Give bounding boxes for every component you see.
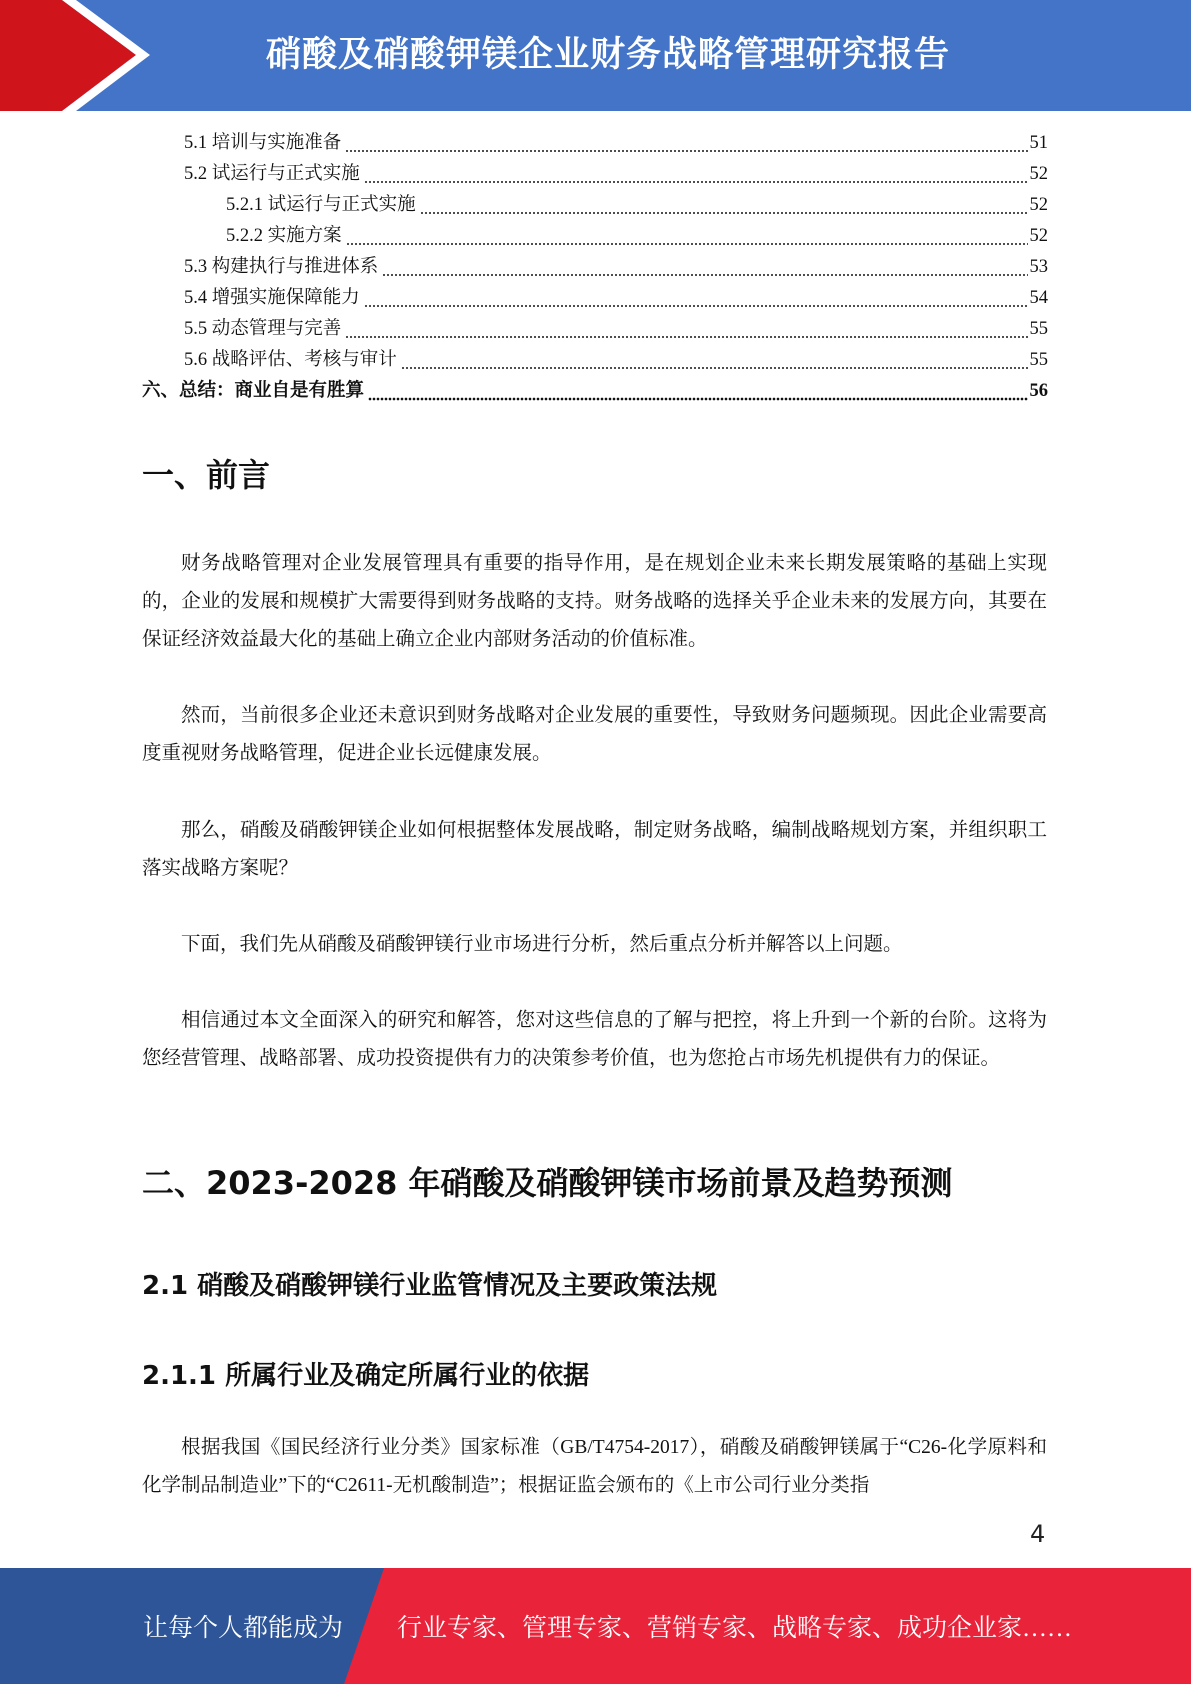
section-heading: 二、2023-2028 年硝酸及硝酸钾镁市场前景及趋势预测 [142,1164,953,1202]
toc-leader-dots [401,345,1028,376]
toc-entry[interactable] [142,252,1048,283]
toc-label: 5.3 构建执行与推进体系 [184,257,379,277]
toc-leader-dots [420,190,1028,221]
toc-entry[interactable] [142,345,1048,376]
subsection-heading: 2.1.1 所属行业及确定所属行业的依据 [142,1361,590,1391]
toc-label: 5.2.1 试运行与正式实施 [226,195,416,215]
toc-leader-dots [346,221,1028,252]
footer-slogan-right: 行业专家、管理专家、营销专家、战略专家、成功企业家…… [397,1615,1073,1642]
footer-slogan-left: 让每个人都能成为 [143,1615,344,1642]
toc-entry[interactable] [142,314,1048,345]
toc-entry[interactable] [142,283,1048,314]
toc-leader-dots [364,159,1028,190]
paragraph: 然而，当前很多企业还未意识到财务战略对企业发展的重要性，导致财务问题频现。因此企业需要高度重视财务战略管理，促进企业长远健康发展。 [142,705,1047,764]
paragraph: 财务战略管理对企业发展管理具有重要的指导作用，是在规划企业未来长期发展策略的基础上实现的，企业的发展和规模扩大需要得到财务战略的支持。财务战略的选择关乎企业未来的发展方向，其要在保证经济效益最大化的基础上确立企业内部财务活动的价值标准。 [142,553,1047,650]
footer-banner [0,1568,1191,1684]
toc-page: 52 [1029,164,1048,184]
subsection-heading: 2.1 硝酸及硝酸钾镁行业监管情况及主要政策法规 [142,1271,718,1301]
toc-page: 52 [1029,226,1048,246]
toc-entry[interactable] [142,190,1048,221]
toc-page: 54 [1029,288,1048,308]
paragraph: 相信通过本文全面深入的研究和解答，您对这些信息的了解与把控，将上升到一个新的台阶。这将为您经营管理、战略部署、成功投资提供有力的决策参考价值，也为您抢占市场先机提供有力的保证。 [142,1010,1047,1069]
toc-label: 5.6 战略评估、考核与审计 [184,350,397,370]
header-banner [0,0,1191,111]
paragraph: 下面，我们先从硝酸及硝酸钾镁行业市场进行分析，然后重点分析并解答以上问题。 [181,934,903,955]
paragraph: 那么，硝酸及硝酸钾镁企业如何根据整体发展战略，制定财务战略，编制战略规划方案，并组织职工落实战略方案呢？ [142,820,1047,879]
paragraph: 根据我国《国民经济行业分类》国家标准（GB/T4754-2017），硝酸及硝酸钾镁属于“C26-化学原料和化学制品制造业”下的“C2611-无机酸制造”；根据证监会颁布的《上市公司行业分类指 [142,1437,1047,1496]
toc-page: 55 [1029,319,1048,339]
toc-label: 5.4 增强实施保障能力 [184,288,360,308]
toc-page: 52 [1029,195,1048,215]
toc-page: 53 [1029,257,1048,277]
toc-leader-dots [368,376,1027,407]
arrow-chevron-icon [0,0,160,111]
toc-label: 六、总结：商业自是有胜算 [142,381,365,401]
toc-entry[interactable] [142,376,1048,407]
toc-page: 51 [1029,133,1048,153]
toc-page: 56 [1029,381,1048,401]
toc-label: 5.1 培训与实施准备 [184,133,342,153]
toc-leader-dots [345,128,1027,159]
section-heading: 一、前言 [142,456,271,494]
toc-label: 5.2 试运行与正式实施 [184,164,360,184]
toc-label: 5.5 动态管理与完善 [184,319,342,339]
toc-label: 5.2.2 实施方案 [226,226,342,246]
toc-leader-dots [364,283,1028,314]
toc-entry[interactable] [142,221,1048,252]
toc-page: 55 [1029,350,1048,370]
toc-entry[interactable] [142,159,1048,190]
toc-leader-dots [382,252,1027,283]
toc-entry[interactable] [142,128,1048,159]
toc-leader-dots [345,314,1027,345]
page-number: 4 [1030,1520,1046,1548]
report-title: 硝酸及硝酸钾镁企业财务战略管理研究报告 [266,35,951,75]
table-of-contents [142,128,1048,407]
